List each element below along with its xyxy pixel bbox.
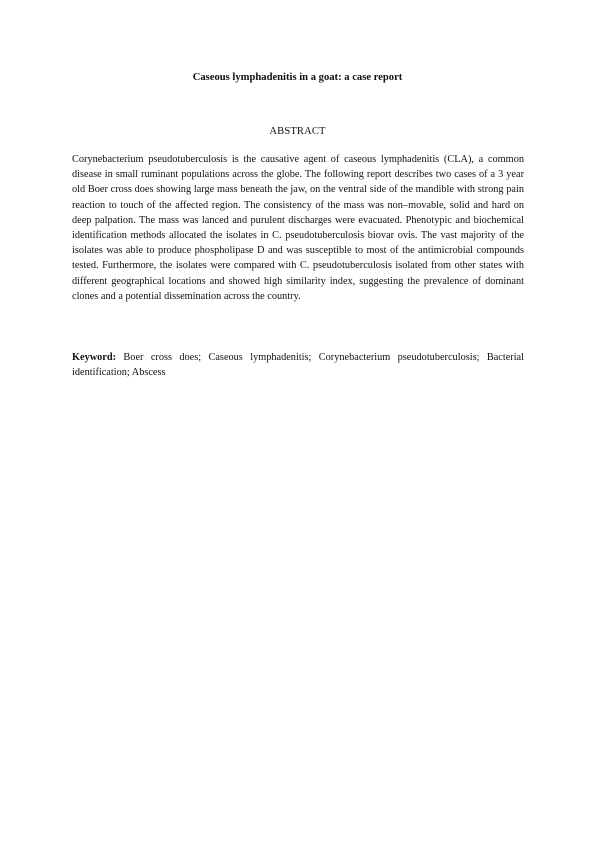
abstract-heading: ABSTRACT [269,126,326,137]
paper-title: Caseous lymphadenitis in a goat: a case report [192,72,403,83]
keywords-paragraph [72,350,524,380]
keywords-text: Boer cross does; Caseous lymphadenitis; Corynebacterium pseudotuberculosis; Bacterial identification; Abscess [72,352,524,379]
abstract-paragraph: Corynebacterium pseudotuberculosis is the causative agent of caseous lymphadenitis (CLA), a common disease in small ruminant populations across the globe. The following report describes two cases of a 3 year old Boer cross does showing large mass beneath the jaw, on the ventral side of the mandible with strong pain reaction to touch of the affected region. The consistency of the mass was non–movable, solid and hard on deep palpation. The mass was lanced and purulent discharges were evacuated. Phenotypic and biochemical identification methods allocated the isolates in C. pseudotuberculosis biovar ovis. The vast majority of the isolates was able to produce phospholipase D and was susceptible to most of the antimicrobial compounds tested. Furthermore, the isolates were compared with C. pseudotuberculosis isolated from other states with different geographical locations and showed high similarity index, suggesting the prevalence of dominant clones and a potential dissemination across the country. [72,154,524,302]
keywords-label: Keyword: [72,352,117,363]
